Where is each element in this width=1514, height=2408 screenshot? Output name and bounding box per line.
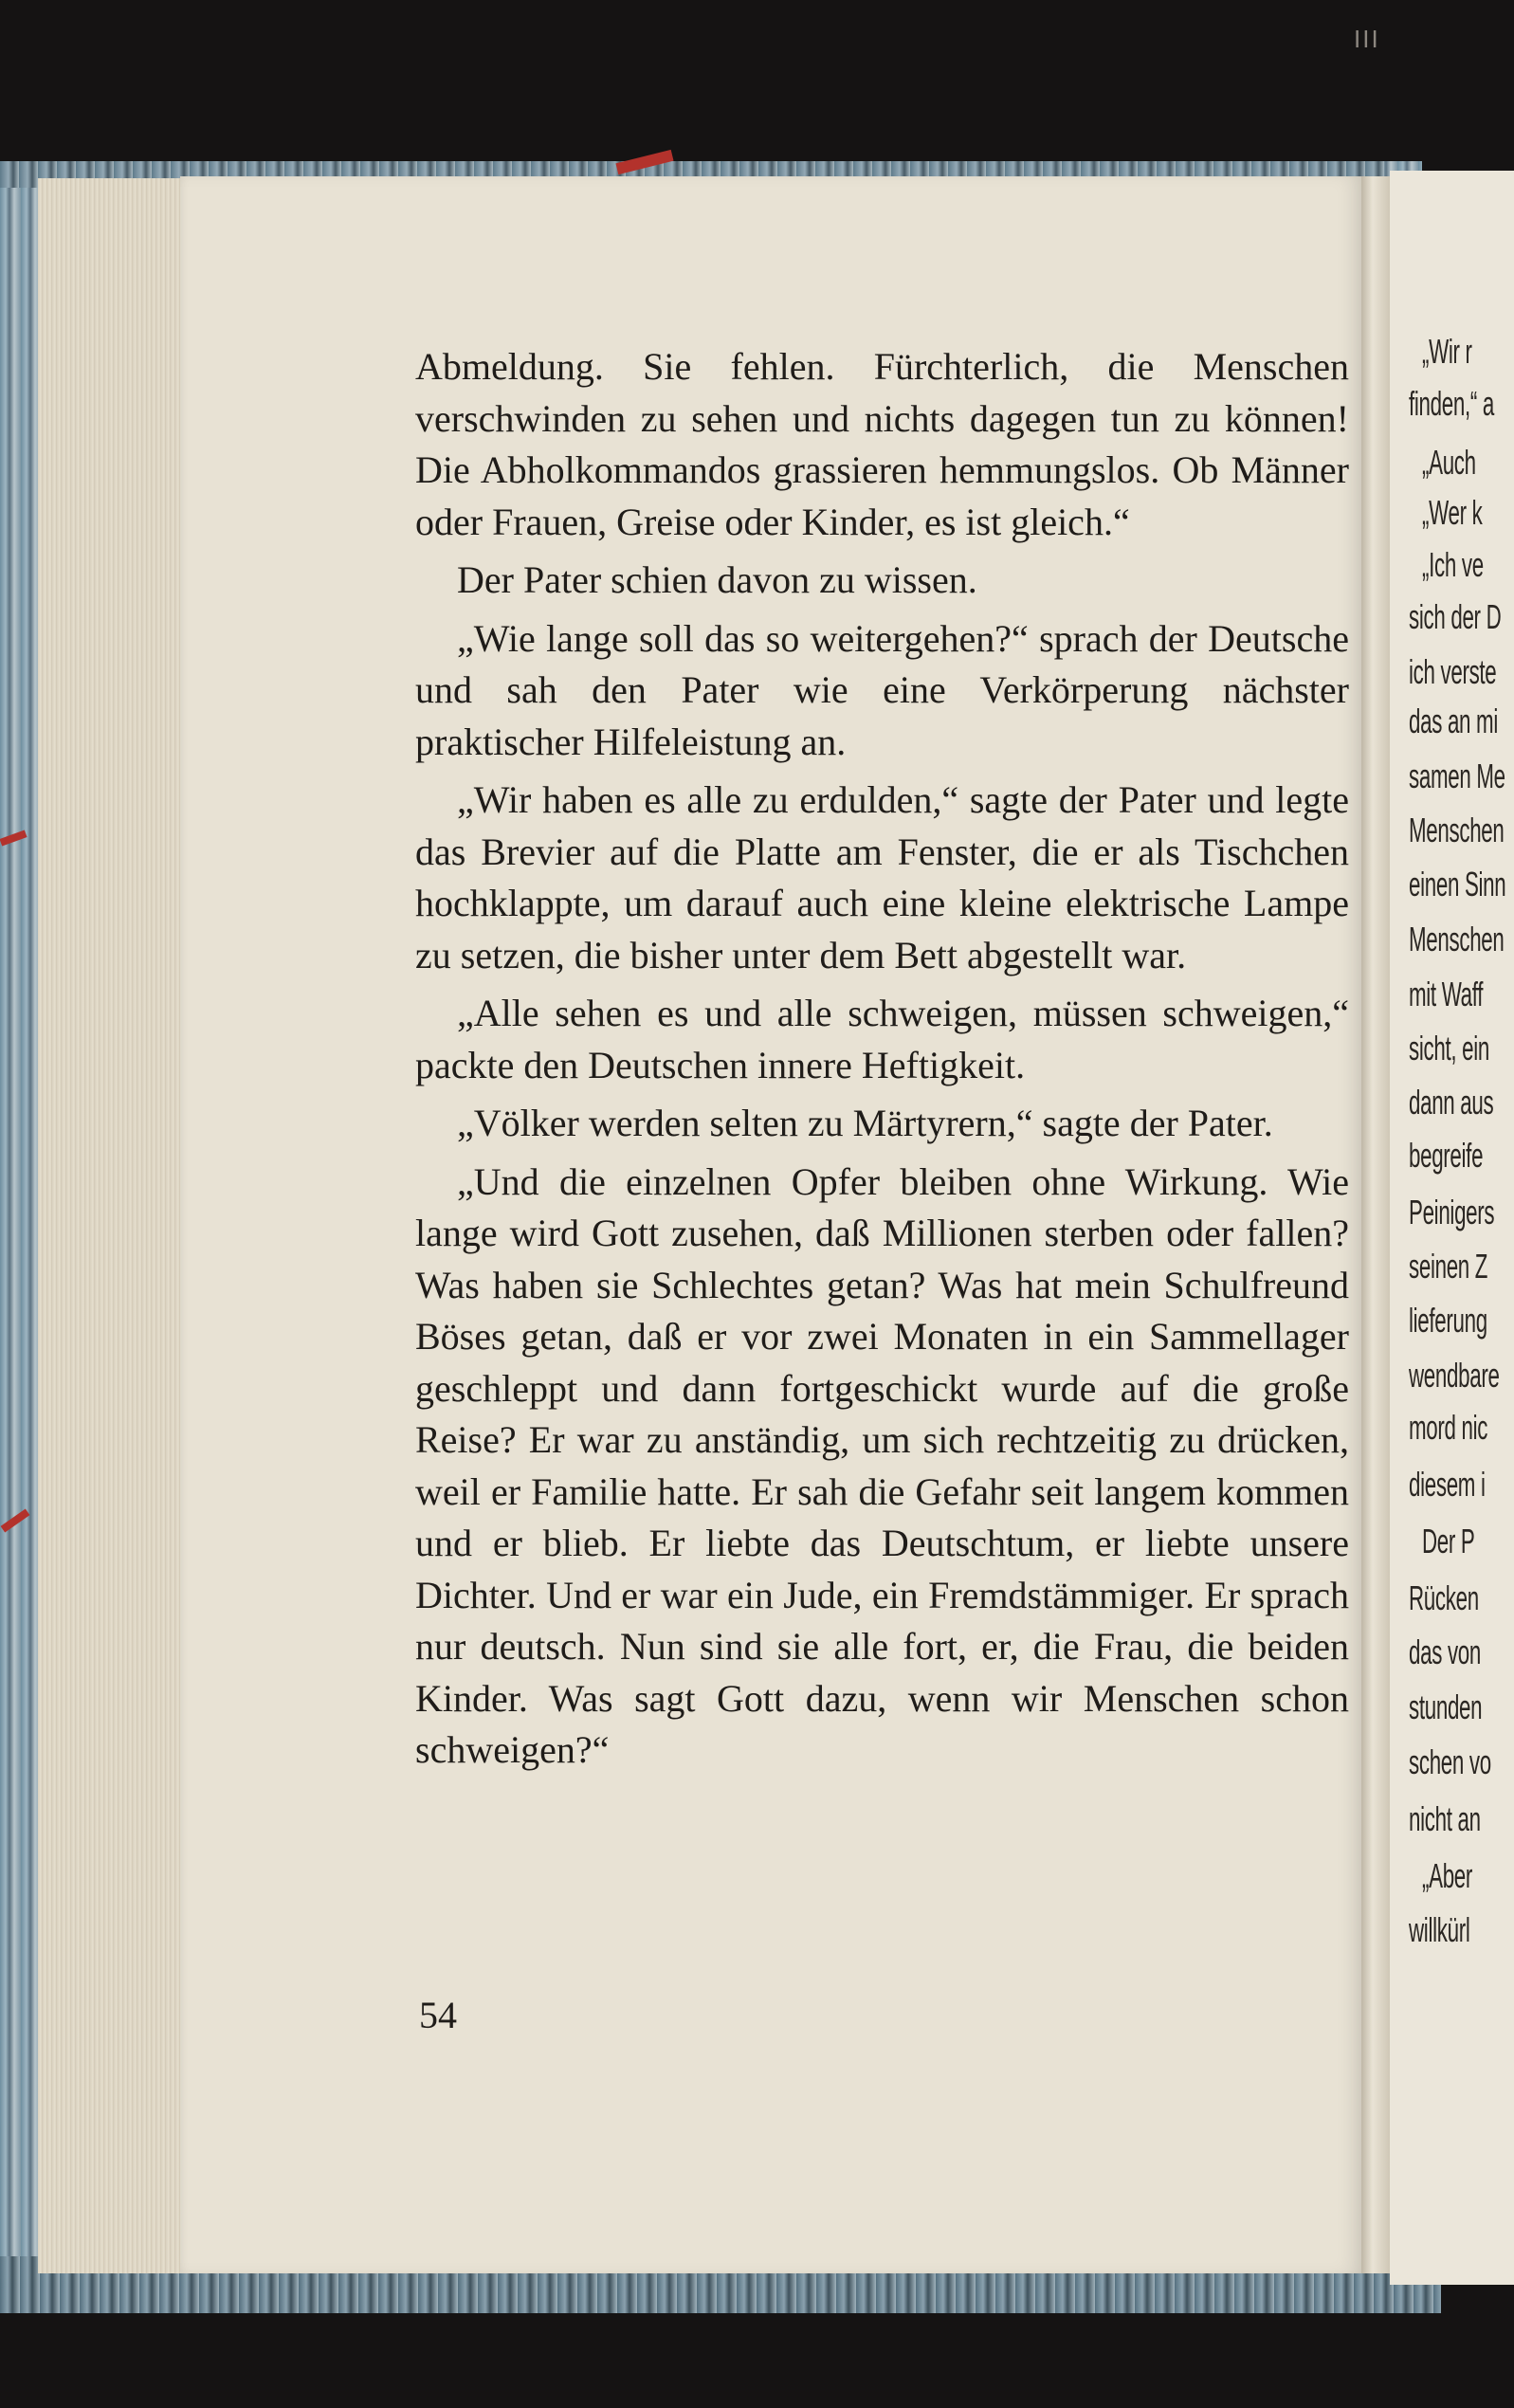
facing-page-line: samen Me <box>1409 757 1505 795</box>
facing-page-line: stunden <box>1409 1687 1483 1726</box>
facing-page-line: „Wir r <box>1422 332 1472 371</box>
page-stack-edge <box>38 178 190 2273</box>
facing-page-line: diesem i <box>1409 1465 1486 1504</box>
facing-page-line: „Ich ve <box>1422 545 1484 584</box>
page-text <box>415 341 1349 1783</box>
facing-page-line: Peinigers <box>1409 1193 1495 1231</box>
facing-page-line: Menschen <box>1409 920 1505 958</box>
facing-page-line: lieferung <box>1409 1301 1487 1340</box>
facing-page-line: das an mi <box>1409 702 1498 740</box>
facing-page-line: nicht an <box>1409 1799 1481 1838</box>
facing-page-line: Rücken <box>1409 1578 1479 1617</box>
facing-page-line: ich verste <box>1409 652 1497 691</box>
facing-page-line: „Wer k <box>1422 493 1483 532</box>
facing-page-line: mord nic <box>1409 1408 1488 1447</box>
facing-page-line: einen Sinn <box>1409 865 1506 903</box>
spine-mark: III <box>1354 25 1380 53</box>
paragraph: „Wie lange soll das so weitergehen?“ sprach der Deutsche und sah den Pater wie eine Verkörperung nächster praktischer Hilfeleistung an. <box>415 616 1349 763</box>
facing-page-line: wendbare <box>1409 1356 1500 1395</box>
facing-page-line: begreife <box>1409 1136 1484 1175</box>
facing-page-line: willkürl <box>1409 1910 1470 1949</box>
facing-page-line: mit Waff <box>1409 975 1484 1013</box>
book-gutter <box>1361 176 1390 2273</box>
facing-page-line: sicht, ein <box>1409 1029 1489 1067</box>
facing-page-line: schen vo <box>1409 1742 1491 1781</box>
facing-page-line: „Auch <box>1422 443 1476 482</box>
paragraph: „Und die einzelnen Opfer bleiben ohne Wirkung. Wie lange wird Gott zusehen, daß Millionen sterben oder fallen? Was haben sie Schlechtes getan? Was hat mein Schulfreund Böses getan, daß er vor zwei Monaten in ein Sammellager geschleppt und dann fortgeschickt wurde auf die große Reise? Er war zu anständig, um sich rechtzeitig zu drücken, weil er Familie hatte. Er sah die Gefahr seit langem kommen und er blieb. Er liebte das Deutschtum, er liebte unsere Dichter. Und er war ein Jude, ein Fremdstämmiger. Er sprach nur deutsch. Nun sind sie alle fort, er, die Frau, die beiden Kinder. Was sagt Gott dazu, wenn wir Menschen schon schweigen?“ <box>415 1159 1349 1771</box>
facing-page-line: dann aus <box>1409 1083 1494 1122</box>
paragraph: Der Pater schien davon zu wissen. <box>457 558 977 601</box>
facing-page-line: seinen Z <box>1409 1247 1488 1286</box>
paragraph: Abmeldung. Sie fehlen. Fürchterlich, die Menschen verschwinden zu sehen und nichts dagegen tun zu können! Die Abholkommandos grassieren hemmungslos. Ob Männer oder Frauen, Greise oder Kinder, es ist gleich.“ <box>415 345 1349 543</box>
facing-page-line: das von <box>1409 1633 1482 1671</box>
paragraph: „Wir haben es alle zu erdulden,“ sagte der Pater und legte das Brevier auf die Platte am Fenster, die er als Tischchen hochklappte, um darauf auch eine kleine elektrische Lampe zu setzen, die bisher unter dem Bett abgestellt war. <box>415 778 1349 976</box>
facing-page-line: „Aber <box>1422 1856 1473 1895</box>
facing-page-line: finden,“ a <box>1409 384 1494 423</box>
paragraph: „Alle sehen es und alle schweigen, müssen schweigen,“ packte den Deutschen innere Heftigkeit. <box>415 992 1349 1086</box>
facing-page-line: Menschen <box>1409 811 1505 849</box>
facing-page-line: sich der D <box>1409 597 1502 636</box>
facing-page <box>1390 171 1514 2285</box>
facing-page-line: Der P <box>1422 1522 1475 1560</box>
page-number: 54 <box>419 1994 457 2036</box>
paragraph: „Völker werden selten zu Märtyrern,“ sagte der Pater. <box>457 1102 1273 1144</box>
